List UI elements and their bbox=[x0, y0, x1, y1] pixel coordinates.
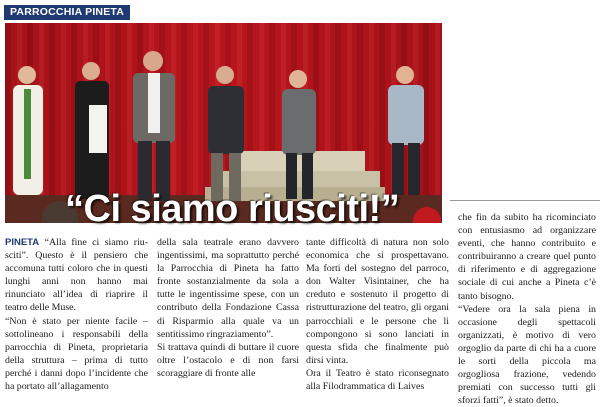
section-label: PARROCCHIA PINETA bbox=[4, 5, 130, 20]
article-column-2 bbox=[157, 236, 299, 380]
paragraph: tante difficoltà di natura non solo economica che si prospettavano. Ma forti del sostegno del parroco, don Walter Visintainer, che ha creduto e sostenuto il progetto di ristrutturazione del teatro, gli organi parrocchiali e le persone che li compongono si sono lanciati in questa sfida che finalmente può dirsi vinta. bbox=[306, 237, 449, 366]
article-column-1 bbox=[5, 236, 148, 393]
paragraph: “Vedere ora la sala piena in occasione degli spettacoli organizzati, è motivo di vero orgoglio da parte di chi ha a cuore le sorti della piccola ma orgogliosa frazione, vedendo premiati con successo tutti gli sforzi fatti”, è stato detto. bbox=[458, 303, 596, 407]
paragraph: “Non è stato per niente facile – sottolineano i responsabili della parrocchia di Pineta, proprietaria della struttura – prima di tutto perché i danni dopo l’incidente che ha portato all’allagamento bbox=[5, 315, 148, 393]
paragraph bbox=[5, 236, 148, 315]
paragraph: Si trattava quindi di buttare il cuore oltre l’ostacolo e di non farsi scoraggiare di fronte alle bbox=[157, 341, 299, 379]
article-lead: PINETA bbox=[5, 237, 40, 248]
paragraph-text: “Alla fine ci siamo riu-sciti”. Questo è il pensiero che accomuna tutti coloro che in questi lunghi anni non hanno mai rinunciato all’idea di riaprire il teatro delle Muse. bbox=[5, 237, 148, 314]
article-column-3 bbox=[306, 236, 449, 393]
paragraph: della sala teatrale erano davvero ingentissimi, ma soprattutto perché la Parrocchia di Pineta ha fatto fronte sostanzialmente da sola a tutte le ingentissime spese, con un contributo della Fondazione Cassa di Risparmio alla quale va un sentitissimo ringraziamento”. bbox=[157, 237, 299, 340]
column-divider bbox=[450, 200, 600, 201]
paragraph: Ora il Teatro è stato riconsegnato alla Filodrammatica di Laives bbox=[306, 367, 449, 393]
paragraph: che fin da subito ha ricominciato con entusiasmo ad organizzare eventi, che hanno contribuito e contribuiranno a creare quel punto di riferimento e di aggregazione sociale di cui anche a Pineta c’è tanto bisogno. bbox=[458, 212, 596, 302]
article-headline: “Ci siamo riusciti!” bbox=[65, 188, 400, 230]
article-column-4 bbox=[458, 211, 596, 407]
